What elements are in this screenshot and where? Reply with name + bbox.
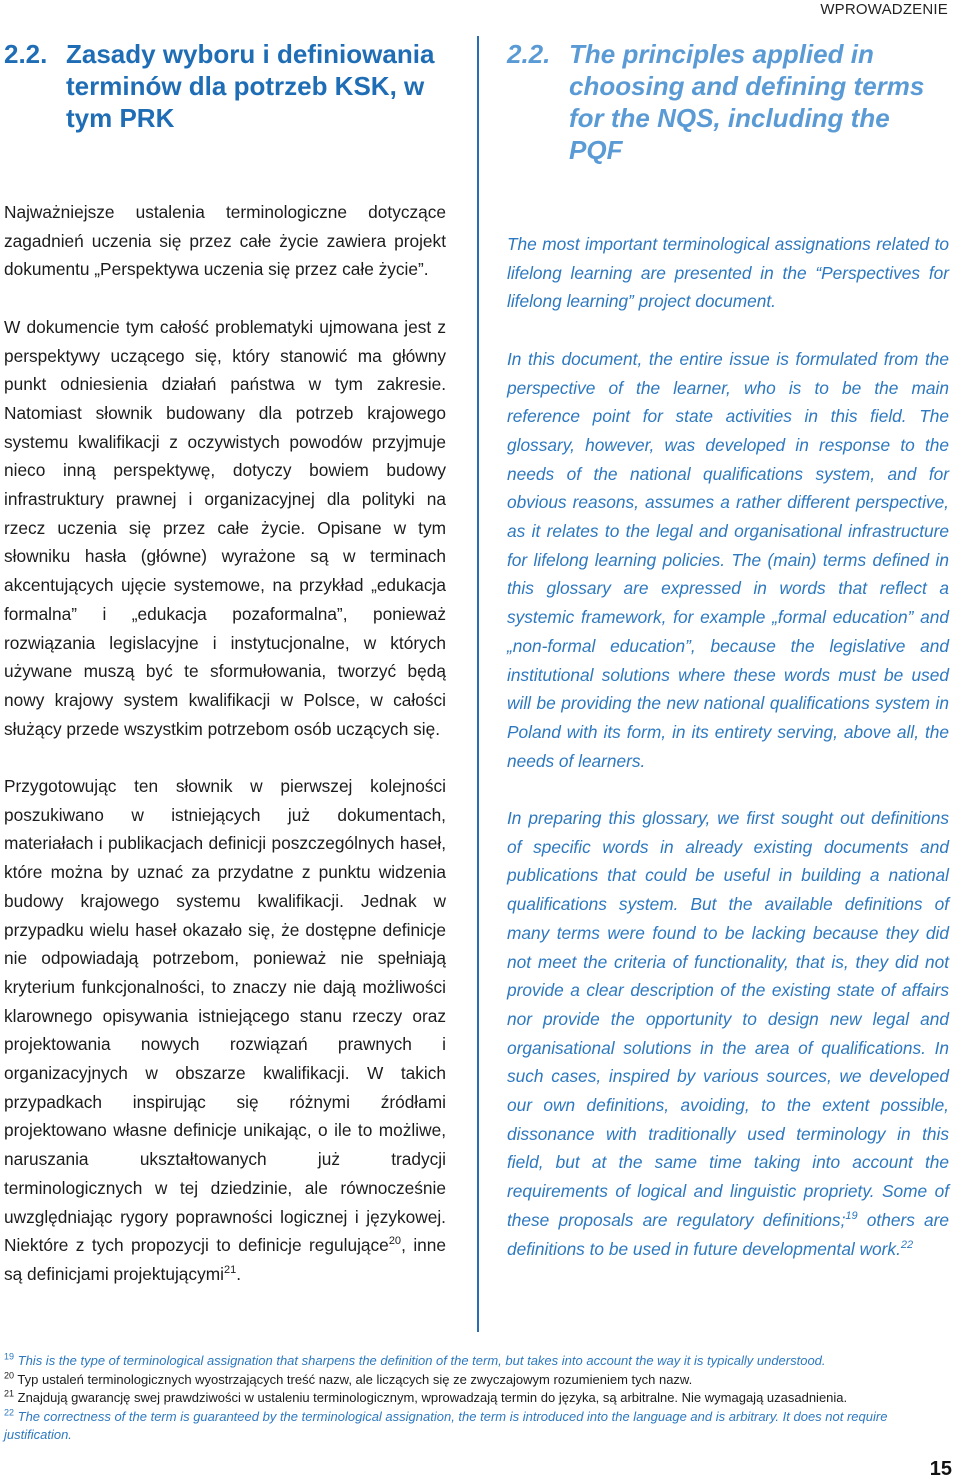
section-title: The principles applied in choosing and defining terms for the NQS, including the PQF xyxy=(569,39,925,165)
footnote-number: 20 xyxy=(4,1370,15,1381)
footnote-text: The correctness of the term is guaranteed by the terminological assignation, the term is introduced into the language and is arbitrary. It does not require justification. xyxy=(4,1408,888,1442)
footnote-ref[interactable]: 19 xyxy=(845,1210,858,1223)
footnote xyxy=(4,1408,950,1445)
section-number: 2.2. xyxy=(507,39,551,69)
column-divider xyxy=(477,36,479,1332)
footnotes xyxy=(4,1352,950,1445)
paragraph-text: . xyxy=(236,1263,242,1284)
footnote-text: Znajdują gwarancję swej prawdziwości w ustaleniu terminologicznym, wprowadzają termin do języka, są arbitralne. Nie wymagają uzasadnienia. xyxy=(17,1390,848,1405)
paragraph-text: , inne są definicjami projektującymi xyxy=(4,1235,446,1284)
footnote-ref[interactable]: 21 xyxy=(223,1264,237,1277)
section-title: Zasady wyboru i definiowania terminów dla potrzeb KSK, w tym PRK xyxy=(66,39,435,133)
footnote-number: 19 xyxy=(4,1351,15,1362)
section-heading-pl xyxy=(4,38,446,134)
paragraph-text: In preparing this glossary, we first sought out definitions of specific words in already existing documents and publications that could be useful in building a national qualifications system. But the available definitions of many terms were found to be lacking because they did not meet the criteria of functionality, that is, they did not provide a clear description of the existing state of affairs nor provide the opportunity to design new legal and organisational solutions in the area of qualifications. In such cases, inspired by various sources, we developed our own definitions, avoiding, to the extent possible, dissonance with traditionally used terminology in this field, but at the same time taking into account the requirements of logical and linguistic propriety. Some of these proposals are regulatory definitions; xyxy=(507,808,949,1230)
paragraph-text: others are definitions to be used in future developmental work. xyxy=(507,1209,949,1259)
paragraph: In this document, the entire issue is formulated from the perspective of the learner, who is to be the main reference point for state activities in this field. The glossary, however, was developed in response to the needs of the national qualifications system, and for obvious reasons, assumes a rather different perspective, as it relates to the legal and organisational infrastructure for lifelong learning policies. The (main) terms defined in this glossary are expressed in words that reflect a systemic framework, for example „formal education” and „non-formal education”, because the legislative and institutional solutions where these words must be used will be providing the new national qualifications system in Poland with its form, in its entirety serving, above all, the needs of learners. xyxy=(507,348,949,771)
section-number: 2.2. xyxy=(4,39,48,69)
footnote-ref[interactable]: 20 xyxy=(388,1235,402,1248)
paragraph xyxy=(507,804,949,1263)
page-number: 15 xyxy=(929,1458,952,1480)
paragraph: Najważniejsze ustalenia terminologiczne dotyczące zagadnień uczenia się przez całe życie zawiera projekt dokumentu „Perspektywa uczenia się przez całe życie”. xyxy=(4,202,446,280)
footnote-number: 22 xyxy=(4,1407,15,1418)
paragraph-text: Przygotowując ten słownik w pierwszej kolejności poszukiwano w istniejących już dokumentach, materiałach i publikacjach definicji poszczególnych haseł, które można by uznać za przydatne z punktu widzenia budowy krajowego systemu kwalifikacji. Jednak w przypadku wielu haseł okazało się, że dostępne definicje nie odpowiadają potrzebom, ponieważ nie spełniają kryterium funkcjonalności, to znaczy nie dają możliwości klarownego opisywania istniejącego stanu rzeczy oraz projektowania nowych rozwiązań prawnych i organizacyjnych w obszarze kwalifikacji. W takich przypadkach inspirując się różnymi źródłami projektowano własne definicje unikając, o ile to możliwe, naruszania ukształtowanych już tradycji terminologicznych w tej dziedzinie, ale równocześnie uwzględniając rygory poprawności logicznej i językowej. Niektóre z tych propozycji to definicje regulujące xyxy=(4,776,446,1256)
footnote xyxy=(4,1352,950,1371)
footnote-number: 21 xyxy=(4,1388,15,1399)
footnote xyxy=(4,1389,950,1408)
footnote-ref[interactable]: 22 xyxy=(900,1238,914,1251)
paragraph: The most important terminological assignations related to lifelong learning are presented in the “Perspectives for lifelong learning” project document. xyxy=(507,234,949,312)
polish-column xyxy=(4,38,446,1317)
paragraph xyxy=(4,772,446,1289)
section-heading-en xyxy=(507,38,949,166)
footnote-text: Typ ustaleń terminologicznych wyostrzających treść nazw, ale liczących się ze zwyczajowym rozumieniem tych nazw. xyxy=(17,1371,693,1387)
english-column xyxy=(507,38,949,1292)
footnote xyxy=(4,1371,950,1390)
footnote-text: This is the type of terminological assignation that sharpens the definition of the term, but takes into account the way it is typically understood. xyxy=(17,1353,826,1368)
paragraph: W dokumencie tym całość problematyki ujmowana jest z perspektywy uczącego się, który stanowić ma główny punkt odniesienia działań państwa w tym zakresie. Natomiast słownik budowany dla potrzeb krajowego systemu kwalifikacji z oczywistych powodów przyjmuje nieco inną perspektywę, dotyczy bowiem budowy infrastruktury prawnej i organizacyjnej dla polityki na rzecz uczenia się przez całe życie. Opisane w tym słowniku hasła (główne) wyrażone są w terminach akcentujących ujęcie systemowe, na przykład „edukacja formalna” i „edukacja pozaformalna”, ponieważ rozwiązania legislacyjne i instytucjonalne, w których używane muszą być te sformułowania, tworzyć będą nowy krajowy system kwalifikacji w Polsce, w całości służący przede wszystkim potrzebom osób uczących się. xyxy=(4,316,446,739)
running-header: WPROWADZENIE xyxy=(820,1,948,18)
